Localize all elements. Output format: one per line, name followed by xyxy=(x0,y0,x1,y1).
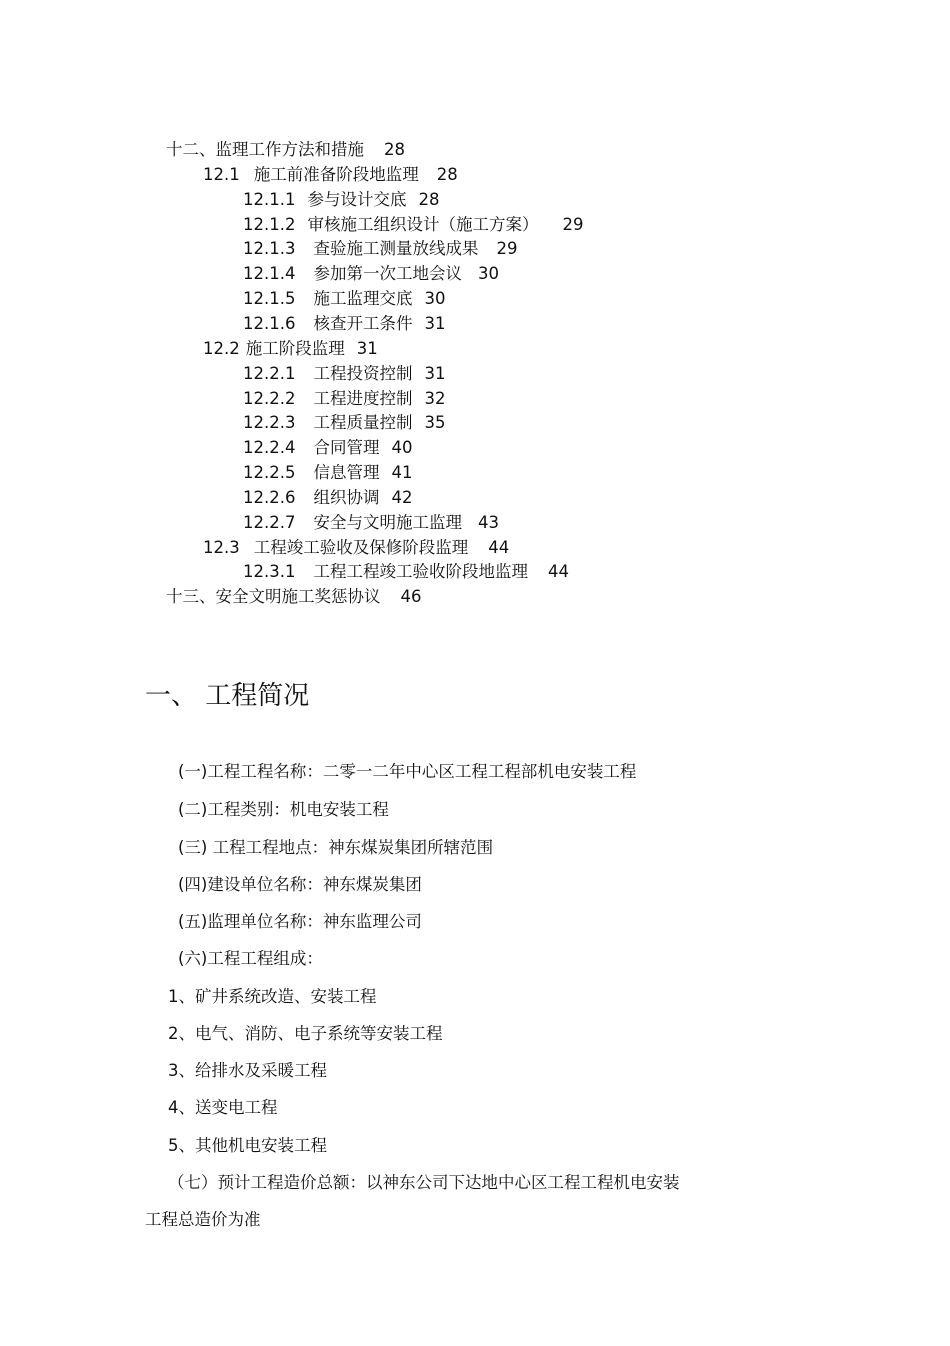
toc-number: 12.2.1 xyxy=(242,364,296,383)
toc-title: 工程质量控制 xyxy=(313,413,413,432)
paragraph: (一)工程工程名称：二零一二年中心区工程工程部机电安装工程 xyxy=(178,762,637,781)
toc-page: 41 xyxy=(391,463,413,482)
toc-page: 31 xyxy=(356,339,378,358)
toc-title: 工程竣工验收及保修阶段监理 xyxy=(253,538,469,557)
toc-number: 12.2.3 xyxy=(242,413,296,432)
toc-page: 44 xyxy=(547,562,569,581)
section-heading: 一、 工程简况 xyxy=(145,681,310,711)
toc-title: 工程工程竣工验收阶段地监理 xyxy=(313,562,528,581)
toc-number: 12.3 xyxy=(202,538,240,557)
list-item: 1、矿井系统改造、安装工程 xyxy=(168,987,377,1006)
toc-page: 28 xyxy=(436,165,458,184)
toc-page: 42 xyxy=(391,488,413,507)
toc-number: 12.1.4 xyxy=(242,264,296,283)
toc-page: 44 xyxy=(488,538,510,557)
toc-title: 施工监理交底 xyxy=(313,289,413,308)
toc-page: 32 xyxy=(424,389,446,408)
toc-page: 28 xyxy=(383,140,405,159)
toc-entry[interactable] xyxy=(145,567,421,627)
toc-page: 30 xyxy=(477,264,499,283)
toc-number: 12.1 xyxy=(202,165,240,184)
toc-title: 监理工作方法和措施 xyxy=(215,140,364,159)
paragraph: (三) 工程工程地点：神东煤炭集团所辖范围 xyxy=(178,838,494,857)
toc-number: 12.2.2 xyxy=(242,389,296,408)
toc-title: 组织协调 xyxy=(313,488,380,507)
toc-number: 12.1.5 xyxy=(242,289,296,308)
toc-number: 12.1.3 xyxy=(242,239,296,258)
toc-number: 12.1.6 xyxy=(242,314,296,333)
toc-title: 工程进度控制 xyxy=(313,389,413,408)
toc-page: 40 xyxy=(391,438,413,457)
toc-title: 参与设计交底 xyxy=(307,190,407,209)
toc-title: 安全与文明施工监理 xyxy=(313,513,462,532)
toc-number: 12.2.4 xyxy=(242,438,296,457)
toc-title: 审核施工组织设计（施工方案） xyxy=(307,215,539,234)
paragraph: (四)建设单位名称：神东煤炭集团 xyxy=(178,875,422,894)
toc-title: 核查开工条件 xyxy=(313,314,413,333)
toc-title: 合同管理 xyxy=(313,438,380,457)
toc-number: 12.1.2 xyxy=(242,215,296,234)
toc-number: 十二、 xyxy=(165,140,216,159)
toc-number: 12.1.1 xyxy=(242,190,296,209)
toc-number: 12.2.5 xyxy=(242,463,296,482)
list-item: 4、送变电工程 xyxy=(168,1098,278,1117)
toc-title: 参加第一次工地会议 xyxy=(313,264,462,283)
list-item: 3、给排水及采暖工程 xyxy=(168,1061,327,1080)
paragraph: (二)工程类别：机电安装工程 xyxy=(178,800,389,819)
toc-title: 施工阶段监理 xyxy=(245,339,345,358)
toc-number: 十三、 xyxy=(165,587,216,606)
list-item: 2、电气、消防、电子系统等安装工程 xyxy=(168,1024,443,1043)
paragraph: (五)监理单位名称：神东监理公司 xyxy=(178,912,422,931)
toc-title: 施工前准备阶段地监理 xyxy=(253,165,419,184)
toc-page: 29 xyxy=(496,239,518,258)
toc-title: 安全文明施工奖惩协议 xyxy=(215,587,381,606)
toc-number: 12.3.1 xyxy=(242,562,296,581)
toc-page: 29 xyxy=(562,215,584,234)
toc-page: 30 xyxy=(424,289,446,308)
toc-title: 工程投资控制 xyxy=(313,364,413,383)
toc-number: 12.2.6 xyxy=(242,488,296,507)
list-item: 5、其他机电安装工程 xyxy=(168,1136,327,1155)
toc-page: 46 xyxy=(400,587,422,606)
toc-page: 43 xyxy=(477,513,499,532)
toc-page: 31 xyxy=(424,314,446,333)
toc-page: 31 xyxy=(424,364,446,383)
paragraph: （七）预计工程造价总额：以神东公司下达地中心区工程工程机电安装 xyxy=(168,1173,680,1192)
toc-page: 28 xyxy=(418,190,440,209)
paragraph: (六)工程工程组成： xyxy=(178,949,323,968)
paragraph: 工程总造价为准 xyxy=(145,1210,261,1229)
toc-number: 12.2.7 xyxy=(242,513,296,532)
toc-title: 信息管理 xyxy=(313,463,380,482)
toc-title: 查验施工测量放线成果 xyxy=(313,239,479,258)
toc-page: 35 xyxy=(424,413,446,432)
toc-number: 12.2 xyxy=(202,339,240,358)
